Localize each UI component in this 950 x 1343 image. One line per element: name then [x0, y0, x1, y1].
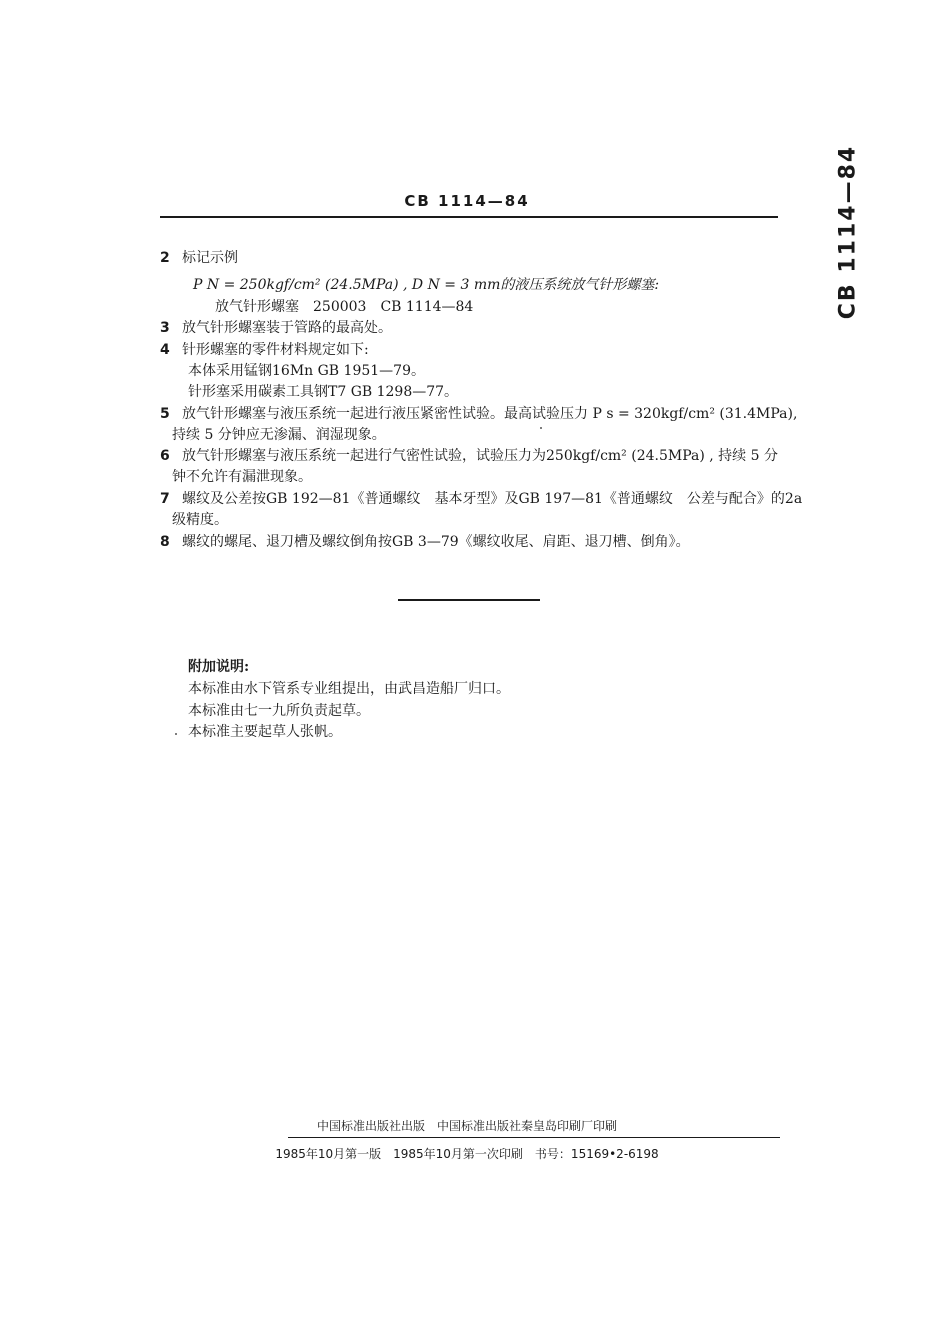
clause-text: P N = 250kgf/cm² (24.5MPa) , D N = 3 mm的液压系统放气针形螺塞: [193, 277, 660, 293]
clause-text: 放气针形螺塞与液压系统一起进行气密性试验，试验压力为250kgf/cm² (24.5MPa) , 持续 5 分 [182, 448, 778, 464]
clause-number: 4 [160, 342, 170, 358]
clause-4 [160, 340, 369, 360]
clause-text: 针形塞采用碳素工具钢T7 GB 1298—77。 [188, 384, 459, 400]
clause-number: 2 [160, 250, 170, 266]
additional-note-line: 本标准由水下管系专业组提出，由武昌造船厂归口。 [188, 681, 510, 697]
clause-text: 螺纹及公差按GB 192—81《普通螺纹 基本牙型》及GB 197—81《普通螺纹 公差与配合》的2a [182, 491, 803, 507]
clause-number: 5 [160, 406, 170, 422]
additional-note-line: 本标准由七一九所负责起草。 [188, 703, 370, 719]
header-standard-code: CB 1114—84 [404, 192, 530, 210]
clause-number: 6 [160, 448, 170, 464]
clause-3 [160, 318, 392, 338]
scan-speck [175, 733, 177, 735]
footer-rule [288, 1137, 780, 1138]
clause-5 [160, 404, 797, 424]
clause-8 [160, 532, 690, 552]
section-divider [398, 599, 540, 601]
clause-text: 螺纹的螺尾、退刀槽及螺纹倒角按GB 3—79《螺纹收尾、肩距、退刀槽、倒角》。 [182, 534, 690, 550]
material-body [188, 361, 425, 381]
clause-text: 本体采用锰钢16Mn GB 1951—79。 [188, 363, 425, 379]
clause-text: 放气针形螺塞装于管路的最高处。 [182, 320, 392, 336]
additional-notes-title: 附加说明: [188, 659, 250, 675]
clause-text: 放气针形螺塞与液压系统一起进行液压紧密性试验。最高试验压力 P s = 320kgf/cm² (31.4MPa), [182, 406, 798, 422]
clause-7-continued: 级精度。 [172, 512, 228, 528]
material-needle [188, 382, 458, 402]
clause-6 [160, 446, 778, 466]
clause-number: 8 [160, 534, 170, 550]
clause-5-continued: 持续 5 分钟应无渗漏、润湿现象。 [172, 427, 386, 443]
side-standard-code: CB 1114—84 [835, 144, 861, 320]
footer-edition: 1985年10月第一版 1985年10月第一次印刷 书号：15169•2-6198 [275, 1147, 659, 1161]
clause-7 [160, 489, 802, 509]
clause-text: 标记示例 [182, 250, 238, 266]
footer-publisher: 中国标准出版社出版 中国标准出版社秦皇岛印刷厂印刷 [316, 1119, 617, 1133]
clause-text: 放气针形螺塞 250003 CB 1114—84 [215, 299, 474, 315]
marking-example-condition [193, 275, 659, 295]
scan-speck [540, 427, 542, 429]
clause-6-continued: 钟不允许有漏泄现象。 [172, 469, 312, 485]
marking-example-designation [215, 297, 473, 317]
clause-number: 3 [160, 320, 170, 336]
clause-text: 针形螺塞的零件材料规定如下: [182, 342, 369, 358]
clause-number: 7 [160, 491, 170, 507]
additional-note-line: 本标准主要起草人张帆。 [188, 724, 342, 740]
clause-2 [160, 248, 238, 268]
header-rule [160, 216, 778, 218]
